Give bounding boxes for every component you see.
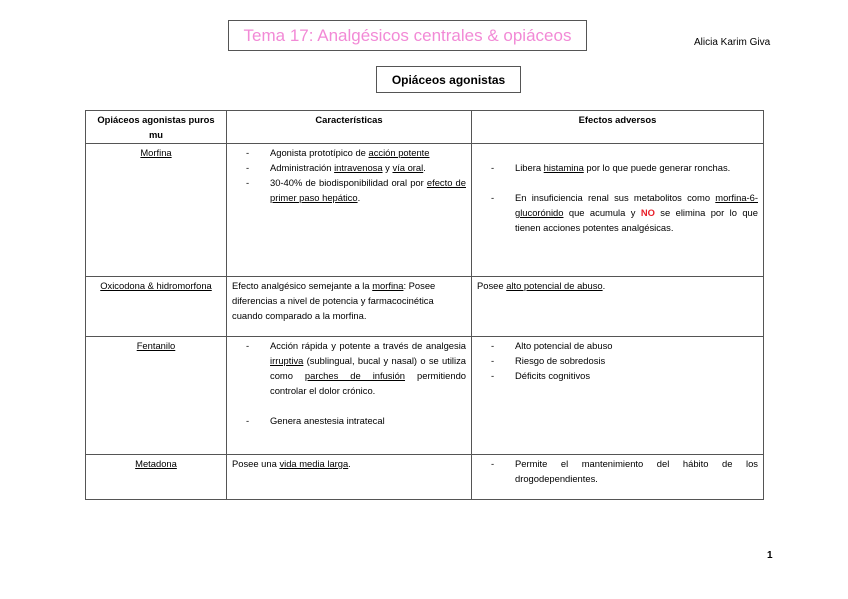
list-item: - Libera histamina por lo que puede generar ronchas. xyxy=(491,160,758,175)
drug-cell xyxy=(86,455,227,500)
list-item: - Administración intravenosa y vía oral. xyxy=(246,160,466,175)
adverse-effects-cell xyxy=(472,144,764,277)
drug-cell xyxy=(86,277,227,337)
list-item: - Genera anestesia intratecal xyxy=(246,413,466,428)
adverse-effects-cell xyxy=(472,337,764,455)
characteristics-cell: Efecto analgésico semejante a la morfina: Posee diferencias a nivel de potencia y farmacocinética cuando comparado a la morfina. xyxy=(227,277,472,337)
list-item: - Permite el mantenimiento del hábito de los drogodependientes. xyxy=(491,456,758,486)
table-header-row xyxy=(86,111,764,144)
page-title: Tema 17: Analgésicos centrales & opiáceos xyxy=(228,20,587,51)
section-title: Opiáceos agonistas xyxy=(376,66,521,93)
page-number: 1 xyxy=(767,550,773,561)
table-row xyxy=(86,337,764,455)
list-item: - Alto potencial de abuso xyxy=(491,338,758,353)
drug-name: Metadona xyxy=(135,458,177,469)
header-caracteristicas: Características xyxy=(227,111,472,144)
characteristics-cell: Posee una vida media larga. xyxy=(227,455,472,500)
list-item: - Riesgo de sobredosis xyxy=(491,353,758,368)
drug-name: Fentanilo xyxy=(136,340,176,351)
list-item: - Acción rápida y potente a través de analgesia irruptiva (sublingual, bucal y nasal) o se utiliza como parches de infusión permitiendo controlar el dolor crónico. xyxy=(246,338,466,398)
characteristics-cell xyxy=(227,144,472,277)
drug-cell xyxy=(86,144,227,277)
adverse-effects-cell: Posee alto potencial de abuso. xyxy=(472,277,764,337)
drug-cell xyxy=(86,337,227,455)
opiates-table xyxy=(85,110,764,500)
table-row xyxy=(86,277,764,337)
header-efectos: Efectos adversos xyxy=(472,111,764,144)
list-item: - En insuficiencia renal sus metabolitos como morfina-6-glucorónido que acumula y NO se elimina por lo que tienen acciones potentes analgésicas. xyxy=(491,190,758,235)
adverse-effects-cell xyxy=(472,455,764,500)
characteristics-cell xyxy=(227,337,472,455)
author-name: Alicia Karim Giva xyxy=(694,37,771,48)
list-item: - Déficits cognitivos xyxy=(491,368,758,383)
header-opiaceos: Opiáceos agonistas puros mu xyxy=(86,111,227,144)
drug-name: Morfina xyxy=(140,147,172,158)
table-row xyxy=(86,455,764,500)
list-item: - 30-40% de biodisponibilidad oral por efecto de primer paso hepático. xyxy=(246,175,466,205)
table-row xyxy=(86,144,764,277)
drug-name: Oxicodona & hidromorfona xyxy=(100,280,212,291)
list-item: - Agonista prototípico de acción potente xyxy=(246,145,466,160)
